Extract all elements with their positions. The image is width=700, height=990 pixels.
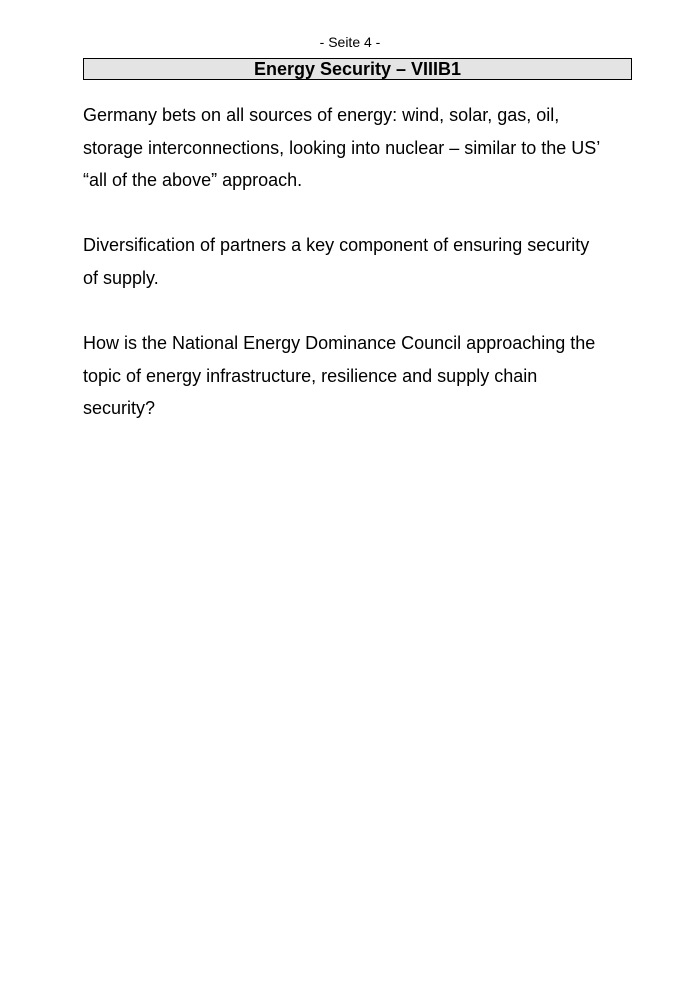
section-heading-title: Energy Security – VIIIB1 xyxy=(253,59,462,79)
document-body xyxy=(83,99,643,458)
paragraph-energy-sources xyxy=(83,99,643,197)
paragraph-line: topic of energy infrastructure, resilience and supply chain xyxy=(83,365,538,386)
paragraph-line: Germany bets on all sources of energy: wind, solar, gas, oil, xyxy=(83,105,560,125)
paragraph-line: of supply. xyxy=(83,267,159,288)
paragraph-line: How is the National Energy Dominance Council approaching the xyxy=(83,333,596,354)
paragraph-line: Diversification of partners a key component of ensuring security xyxy=(83,235,590,256)
paragraph-line: “all of the above” approach. xyxy=(83,170,303,191)
section-heading xyxy=(83,58,632,80)
paragraph-line: security? xyxy=(83,398,156,419)
paragraph-diversification xyxy=(83,229,643,294)
page-number: - Seite 4 - xyxy=(319,34,381,50)
paragraph-line: storage interconnections, looking into nuclear – similar to the US’ xyxy=(83,137,601,158)
paragraph-question xyxy=(83,327,643,425)
